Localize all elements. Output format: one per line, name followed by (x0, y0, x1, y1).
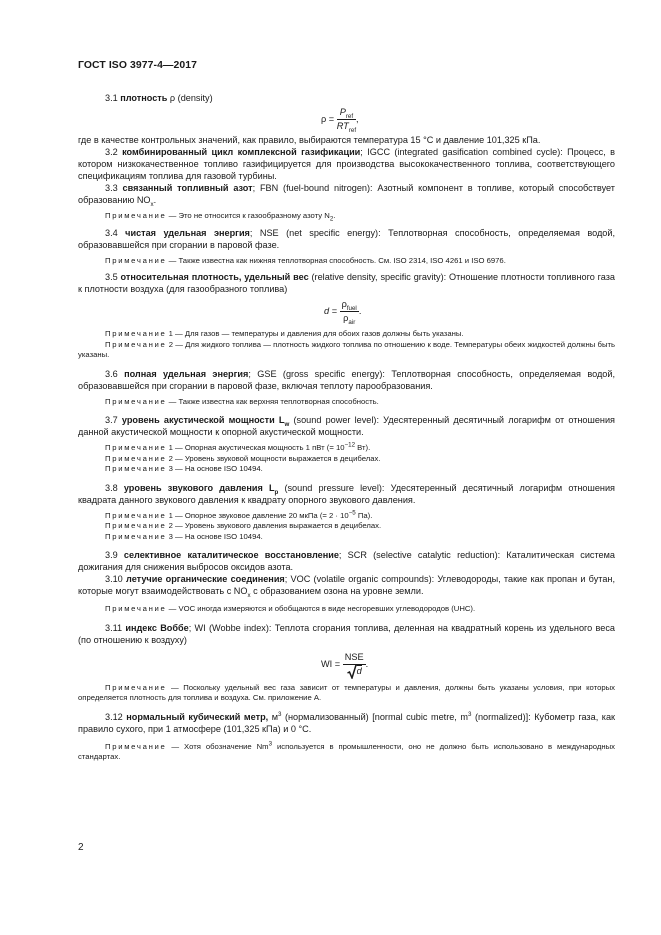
term-3-8 (78, 482, 615, 506)
term-definition: ; SCR (selective catalytic reduction): Каталитическая система дожигания для снижения выбросов оксидов азота. (78, 550, 615, 572)
term-number: 3.5 (105, 272, 118, 282)
note-label: Примечание (105, 521, 167, 530)
note-label: Примечание (105, 396, 167, 406)
note-sup: −12 (344, 441, 356, 449)
formula-radicand: d (356, 665, 362, 676)
note-text: 2 — Уровень звуковой мощности выражается в децибелах. (166, 453, 381, 463)
note-3-8-3 (78, 532, 615, 543)
term-3-12 (78, 711, 615, 735)
note-label: Примечание (105, 329, 167, 338)
note-text: 1 — Опорное звуковое давление 20 мкПа (= 2 · 10 (166, 510, 349, 520)
note-sup: −5 (348, 508, 356, 516)
note-3-7-3 (78, 464, 615, 475)
note-text: 2 — Уровень звукового давления выражается в децибелах. (166, 521, 382, 530)
term-number: 3.11 (105, 622, 123, 633)
term-definition: ; VOC (volatile organic compounds): Углеводороды, такие как пропан и бутан, которые могут взаимодействовать с NO (78, 574, 615, 596)
term-3-4 (78, 227, 615, 251)
term-title: чистая удельная энергия (125, 227, 250, 238)
note-label: Примечание (105, 339, 167, 349)
note-text: — Это не относится к газообразному азоту N (166, 211, 330, 220)
note-3-10 (78, 604, 615, 615)
formula-denominator (343, 665, 366, 677)
note-3-5-1 (78, 329, 615, 340)
term-title-sub: p (274, 488, 279, 496)
term-number: 3.6 (105, 368, 118, 379)
term-3-11 (78, 622, 615, 646)
formula-lhs: d = (324, 305, 338, 316)
term-number: 3.9 (105, 550, 118, 560)
note-text: — Поскольку удельный вес газа зависит от температуры и давления, должны быть указаны условия, при которых определяется плотность для топлива и воздуха. См. приложение А. (78, 682, 615, 702)
note-3-7-1 (78, 443, 615, 454)
square-root-icon (347, 664, 359, 679)
note-label: Примечание (105, 741, 167, 751)
note-text: 3 — На основе ISO 10494. (166, 531, 263, 541)
note-text: 1 — Опорная акустическая мощность 1 пВт (= 10 (166, 443, 345, 452)
term-3-6 (78, 368, 615, 392)
note-text: — Также известна как верхняя теплотворная способность. (166, 396, 379, 406)
note-label: Примечание (105, 682, 167, 692)
term-definition: (sound power level): Удесятеренный десятичный логарифм от отношения данной акустической мощности к опорной акустической мощности. (78, 415, 615, 437)
term-number: 3.4 (105, 227, 118, 238)
formula-denominator: RT (336, 121, 349, 131)
term-english: (density) (177, 93, 213, 103)
term-definition: ; GSE (gross specific energy): Теплотворная способность, определяемая водой, образовавшейся при сгорании в паровой фазе, включая теплоту парообразования. (78, 368, 615, 391)
term-definition: ; NSE (net specific energy): Теплотворная способность, определяемая водой, образовавшейся при сгорании в паровой фазе. (78, 227, 615, 250)
note-text: — Также известна как нижняя теплотворная способность. См. ISO 2314, ISO 4261 и ISO 6976. (166, 255, 506, 265)
term-number: 3.12 (105, 711, 123, 722)
formula-fraction (340, 299, 359, 324)
term-definition-end: с образованием озона на уровне земли. (250, 586, 424, 596)
formula-tail: , (356, 113, 359, 124)
term-title: селективное каталитическое восстановление (123, 550, 339, 560)
term-3-3 (78, 182, 615, 206)
formula-numerator-sub: fuel (346, 304, 357, 312)
formula-tail: . (358, 305, 362, 316)
term-number: 3.10 (105, 574, 123, 584)
square-root (347, 666, 362, 677)
note-text: — VOC иногда измеряются и обобщаются в виде несгоревших углеводородов (UHC). (166, 604, 476, 613)
formula-numerator: ρ (341, 299, 347, 309)
term-number: 3.1 (105, 93, 118, 103)
note-end: Па). (355, 510, 373, 520)
note-label: Примечание (105, 443, 167, 452)
term-title: уровень акустической мощности L (121, 415, 285, 425)
formula-lhs: ρ = (321, 113, 335, 124)
note-text: — Хотя обозначение Nm (166, 741, 269, 751)
formula-lhs: WI = (321, 658, 341, 669)
term-definition-end: (normalized)]: Кубометр газа, как правило сухого, при 1 атмосфере (101,325 кПа) и 0 °С. (78, 711, 616, 734)
term-3-1-explanation: где в качестве контрольных значений, как правило, выбираются температура 15 °С и давление 101,325 кПа. (78, 135, 541, 145)
note-3-5-2 (78, 340, 615, 361)
note-end: Вт). (355, 443, 371, 452)
term-3-2 (78, 146, 615, 182)
term-definition-sup: 3 (467, 710, 472, 718)
formula-numerator: NSE (343, 652, 366, 665)
note-3-6 (78, 397, 615, 408)
term-unit-sup: 3 (277, 710, 282, 718)
term-definition: ; FBN (fuel-bound nitrogen): Азотный компонент в топливе, который способствует образованию NO (78, 183, 615, 205)
note-sup: 3 (268, 739, 273, 747)
formula-numerator: P (339, 107, 346, 117)
document-header: ГОСТ ISO 3977-4—2017 (78, 60, 197, 71)
note-label: Примечание (105, 453, 167, 463)
note-3-3 (78, 211, 615, 222)
formula-numerator-sub: ref (345, 112, 354, 120)
note-label: Примечание (105, 464, 167, 473)
note-3-4 (78, 256, 615, 267)
note-label: Примечание (105, 255, 167, 265)
term-symbol: ρ (169, 93, 176, 103)
term-title: летучие органические соединения (126, 574, 285, 584)
term-3-1 (78, 92, 615, 104)
term-number: 3.2 (105, 147, 118, 157)
note-3-12 (78, 739, 615, 763)
note-end: используется в промышленности, оно не должно быть использовано в международных стандартах. (78, 741, 615, 761)
term-definition: (sound pressure level): Удесятеренный десятичный логарифм отношения квадрата данного звукового давления к квадрату опорного звукового давления. (78, 482, 615, 505)
note-text: 3 — На основе ISO 10494. (166, 464, 263, 473)
term-unit: м (268, 711, 278, 722)
term-definition: ; IGCC (integrated gasification combined cycle): Процесс, в котором низкокачественное топливо газифицируется для производства высококачественного топлива, соответствующего спецификациям топлива для газовой турбины. (78, 147, 615, 181)
term-title: нормальный кубический метр, (126, 711, 269, 722)
term-title: связанный топливный азот (122, 183, 253, 193)
term-3-9 (78, 549, 615, 573)
note-3-11 (78, 683, 615, 704)
term-definition-sub: x (150, 200, 154, 208)
note-label: Примечание (105, 510, 167, 520)
formula-denominator: ρ (343, 313, 349, 323)
note-label: Примечание (105, 211, 167, 220)
formula-wobbe-index (321, 652, 615, 677)
formula-fraction (337, 107, 356, 132)
formula-denominator-sub: ref (348, 126, 357, 134)
formula-fraction (343, 652, 366, 677)
note-text: 2 — Для жидкого топлива — плотность жидкого топлива по отношению к воде. Температуры обеих жидкостей должны быть указаны. (78, 339, 615, 359)
term-3-7 (78, 414, 615, 438)
term-title: плотность (120, 93, 168, 103)
formula-denominator-sub: air (348, 318, 356, 326)
term-number: 3.7 (105, 415, 118, 425)
formula-relative-density (324, 299, 615, 324)
term-definition: ; WI (Wobbe index): Теплота сгорания топлива, деленная на квадратный корень из удельного веса (по отношению к воздуху) (78, 622, 615, 645)
note-3-8-2 (78, 521, 615, 532)
term-title: относительная плотность, удельный вес (120, 272, 309, 282)
note-3-7-2 (78, 454, 615, 465)
term-number: 3.8 (105, 482, 118, 493)
term-definition-end: . (153, 195, 157, 205)
note-label: Примечание (105, 531, 167, 541)
note-text: 1 — Для газов — температуры и давления для обоих газов должны быть указаны. (166, 329, 464, 338)
term-title: комбинированный цикл комплексной газификации (122, 147, 361, 157)
document-body (78, 92, 615, 763)
term-title: уровень звукового давления L (123, 482, 275, 493)
page-number: 2 (78, 842, 84, 853)
term-3-10 (78, 573, 615, 597)
note-label: Примечание (105, 604, 167, 613)
term-3-5 (78, 271, 615, 295)
term-number: 3.3 (105, 183, 118, 193)
term-title-sub: w (284, 420, 290, 428)
formula-density (321, 107, 615, 132)
term-definition: (relative density, specific gravity): Отношение плотности топливного газа к плотности воздуха (для газообразного топлива) (78, 272, 615, 294)
note-3-8-1 (78, 508, 615, 522)
term-title: полная удельная энергия (124, 368, 249, 379)
term-title: индекс Воббе (125, 622, 189, 633)
note-sub: 2 (329, 215, 334, 223)
term-definition: (нормализованный) [normal cubic metre, m (281, 711, 468, 722)
term-definition-sub: x (247, 591, 251, 599)
note-end: . (333, 211, 336, 220)
formula-tail: . (365, 658, 369, 669)
